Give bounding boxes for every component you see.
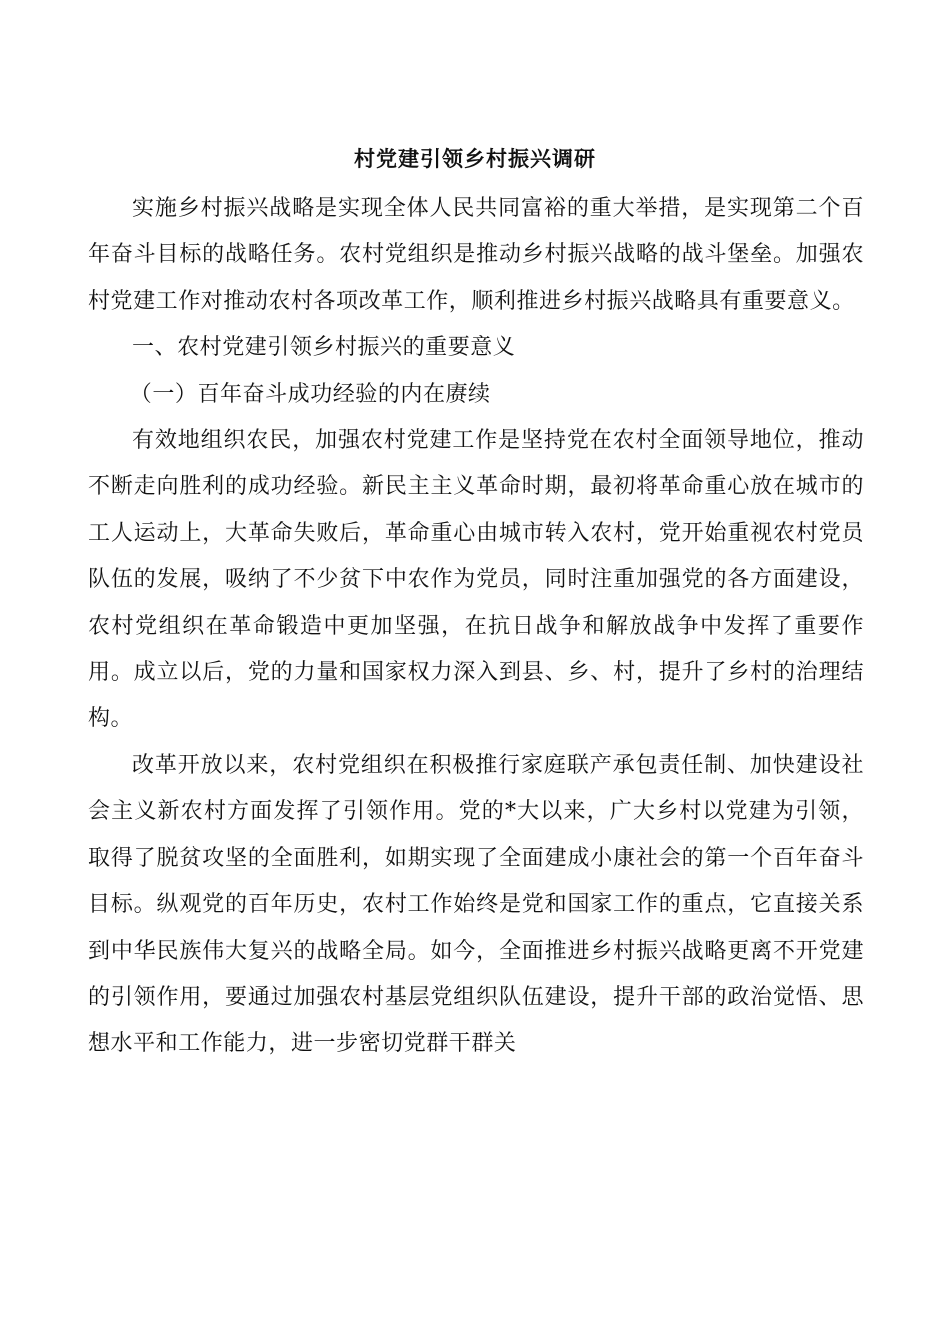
document-title: 村党建引领乡村振兴调研	[354, 146, 596, 171]
paragraph-history: 有效地组织农民，加强农村党建工作是坚持党在农村全面领导地位，推动不断走向胜利的成功经验。新民主主义革命时期，最初将革命重心放在城市的工人运动上，大革命失败后，革命重心由城市转入农村，党开始重视农村党员队伍的发展，吸纳了不少贫下中农作为党员，同时注重加强党的各方面建设，农村党组织在革命锻造中更加坚强，在抗日战争和解放战争中发挥了重要作用。成立以后，党的力量和国家权力深入到县、乡、村，提升了乡村的治理结构。	[88, 428, 864, 732]
subsection-heading: （一）百年奋斗成功经验的内在赓续	[129, 381, 491, 407]
section-heading: 一、农村党建引领乡村振兴的重要意义	[132, 335, 516, 361]
paragraph-reform: 改革开放以来，农村党组织在积极推行家庭联产承包责任制、加快建设社会主义新农村方面发挥了引领作用。党的*大以来，广大乡村以党建为引领，取得了脱贫攻坚的全面胜利，如期实现了全面建成小康社会的第一个百年奋斗目标。纵观党的百年历史，农村工作始终是党和国家工作的重点，它直接关系到中华民族伟大复兴的战略全局。如今，全面推进乡村振兴战略更离不开党建的引领作用，要通过加强农村基层党组织队伍建设，提升干部的政治觉悟、思想水平和工作能力，进一步密切党群干群关	[88, 752, 864, 1057]
document-body	[88, 186, 864, 1068]
paragraph-intro: 实施乡村振兴战略是实现全体人民共同富裕的重大举措，是实现第二个百年奋斗目标的战略任务。农村党组织是推动乡村振兴战略的战斗堡垒。加强农村党建工作对推动农村各项改革工作，顺利推进乡村振兴战略具有重要意义。	[88, 196, 864, 314]
